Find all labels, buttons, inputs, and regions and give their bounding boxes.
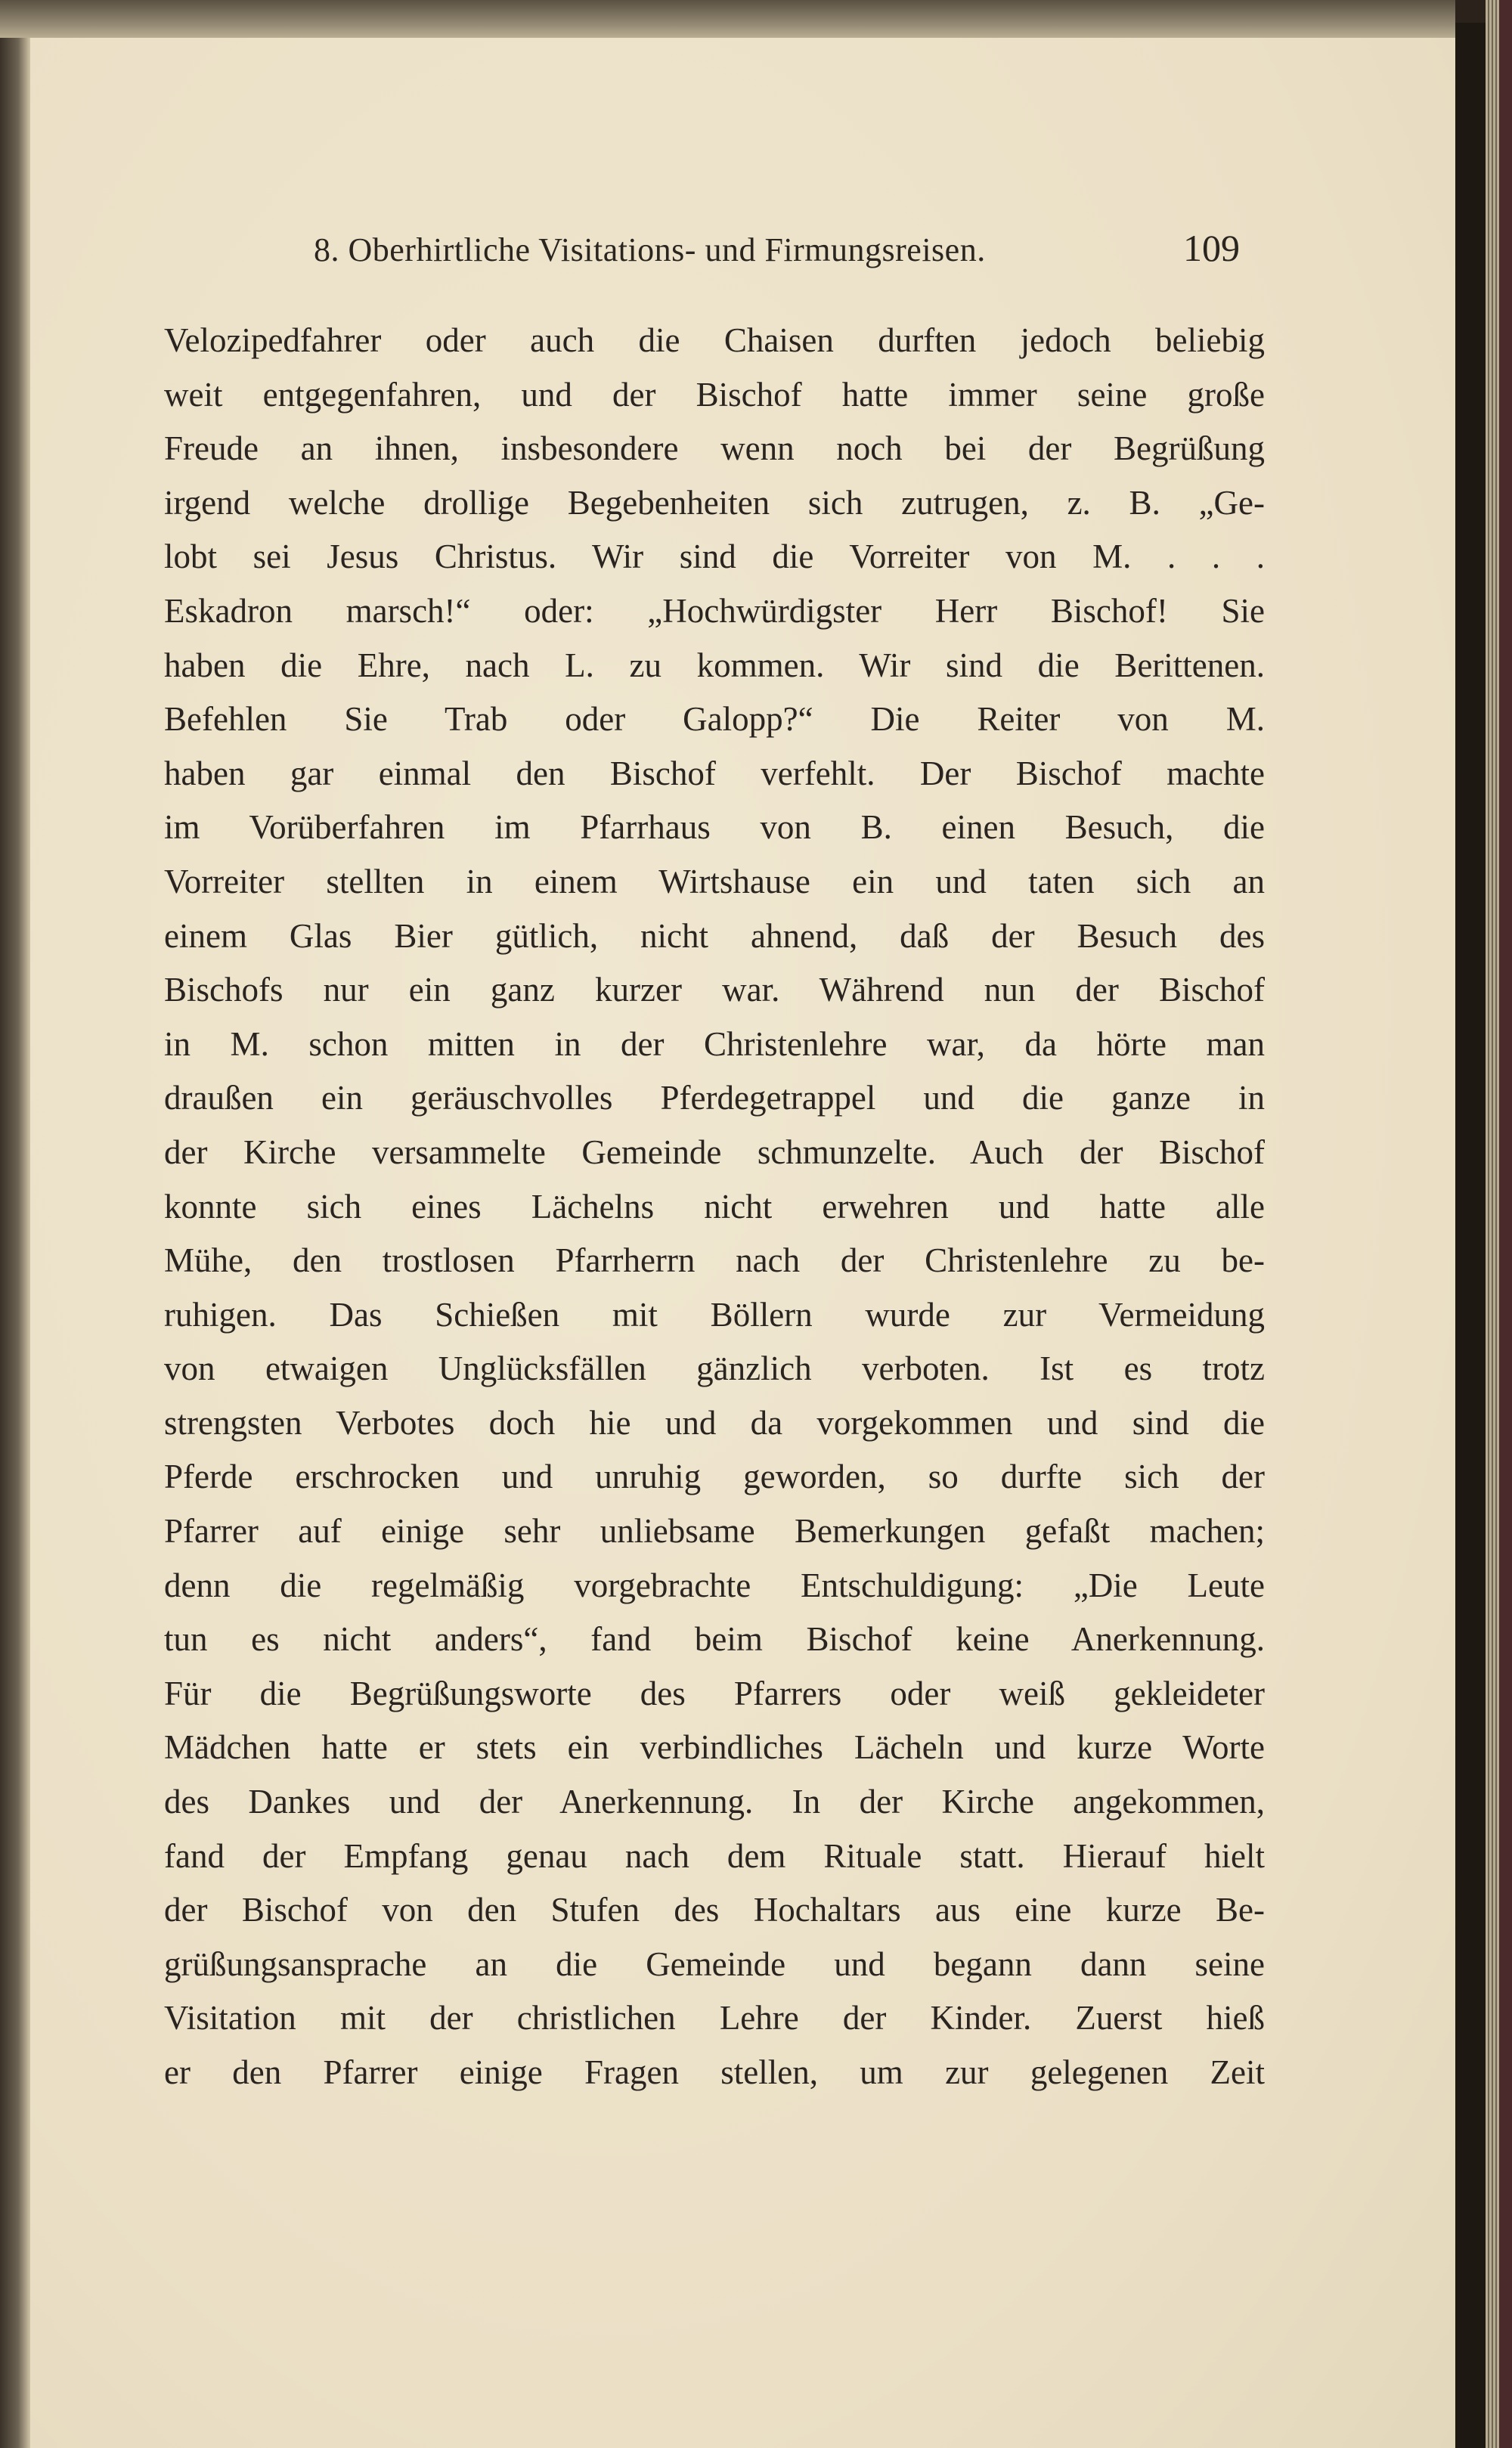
text-line: einem Glas Bier gütlich, nicht ahnend, daß der Besuch des <box>164 916 1265 955</box>
page-leaves-edge <box>1486 0 1499 2448</box>
text-line: Vorreiter stellten in einem Wirtshause ein und taten sich an <box>164 862 1265 900</box>
text-line: Pfarrer auf einige sehr unliebsame Bemerkungen gefaßt machen; <box>164 1512 1265 1551</box>
text-line: der Kirche versammelte Gemeinde schmunzelte. Auch der Bischof <box>164 1133 1265 1171</box>
text-line: haben die Ehre, nach L. zu kommen. Wir sind die Berittenen. <box>164 646 1265 684</box>
page-edge-shadow <box>1455 23 1486 2448</box>
text-line: irgend welche drollige Begebenheiten sich zutrugen, z. B. „Ge- <box>164 483 1265 522</box>
text-line: Befehlen Sie Trab oder Galopp?“ Die Reiter von M. <box>164 700 1265 739</box>
text-line: Bischofs nur ein ganz kurzer war. Während nun der Bischof <box>164 971 1265 1009</box>
text-line: lobt sei Jesus Christus. Wir sind die Vorreiter von M. . . . <box>164 538 1265 576</box>
text-line: Mühe, den trostlosen Pfarrherrn nach der Christenlehre zu be- <box>164 1241 1265 1280</box>
text-line: haben gar einmal den Bischof verfehlt. Der Bischof machte <box>164 754 1265 792</box>
text-line: draußen ein geräuschvolles Pferdegetrappel und die ganze in <box>164 1079 1265 1117</box>
text-line: tun es nicht anders“, fand beim Bischof keine Anerkennung. <box>164 1620 1265 1659</box>
text-line: des Dankes und der Anerkennung. In der Kirche angekommen, <box>164 1783 1265 1821</box>
text-line: Eskadron marsch!“ oder: „Hochwürdigster Herr Bischof! Sie <box>164 591 1265 630</box>
running-title: 8. Oberhirtliche Visitations- und Firmungsreisen. <box>314 231 986 268</box>
text-line: Mädchen hatte er stets ein verbindliches Lächeln und kurze Worte <box>164 1728 1265 1767</box>
text-line: im Vorüberfahren im Pfarrhaus von B. einen Besuch, die <box>164 808 1265 847</box>
text-line: fand der Empfang genau nach dem Rituale statt. Hierauf hielt <box>164 1836 1265 1875</box>
book-cover-edge <box>1499 0 1512 2448</box>
text-line: konnte sich eines Lächelns nicht erwehren und hatte alle <box>164 1187 1265 1226</box>
running-header <box>314 223 1240 276</box>
text-line: Freude an ihnen, insbesondere wenn noch bei der Begrüßung <box>164 429 1265 468</box>
text-line: Für die Begrüßungsworte des Pfarrers oder weiß gekleideter <box>164 1674 1265 1712</box>
text-line: ruhigen. Das Schießen mit Böllern wurde zur Vermeidung <box>164 1295 1265 1334</box>
text-line: Pferde erschrocken und unruhig geworden, so durfte sich der <box>164 1458 1265 1496</box>
text-line: der Bischof von den Stufen des Hochaltars aus eine kurze Be- <box>164 1891 1265 1929</box>
text-line: Visitation mit der christlichen Lehre der Kinder. Zuerst hieß <box>164 1999 1265 2037</box>
text-line: denn die regelmäßig vorgebrachte Entschuldigung: „Die Leute <box>164 1566 1265 1604</box>
book-gutter-edge <box>0 0 30 2448</box>
body-text <box>164 314 1265 2100</box>
text-line: in M. schon mitten in der Christenlehre war, da hörte man <box>164 1024 1265 1063</box>
text-line: er den Pfarrer einige Fragen stellen, um zur gelegenen Zeit <box>164 2053 1265 2091</box>
text-line: Velozipedfahrer oder auch die Chaisen durften jedoch beliebig <box>164 321 1265 359</box>
page-number: 109 <box>1183 227 1240 269</box>
text-line: weit entgegenfahren, und der Bischof hatte immer seine große <box>164 375 1265 414</box>
text-line: von etwaigen Unglücksfällen gänzlich verboten. Ist es trotz <box>164 1349 1265 1388</box>
book-top-edge <box>0 0 1455 38</box>
text-line: grüßungsansprache an die Gemeinde und begann dann seine <box>164 1944 1265 1983</box>
text-line: strengsten Verbotes doch hie und da vorgekommen und sind die <box>164 1403 1265 1442</box>
